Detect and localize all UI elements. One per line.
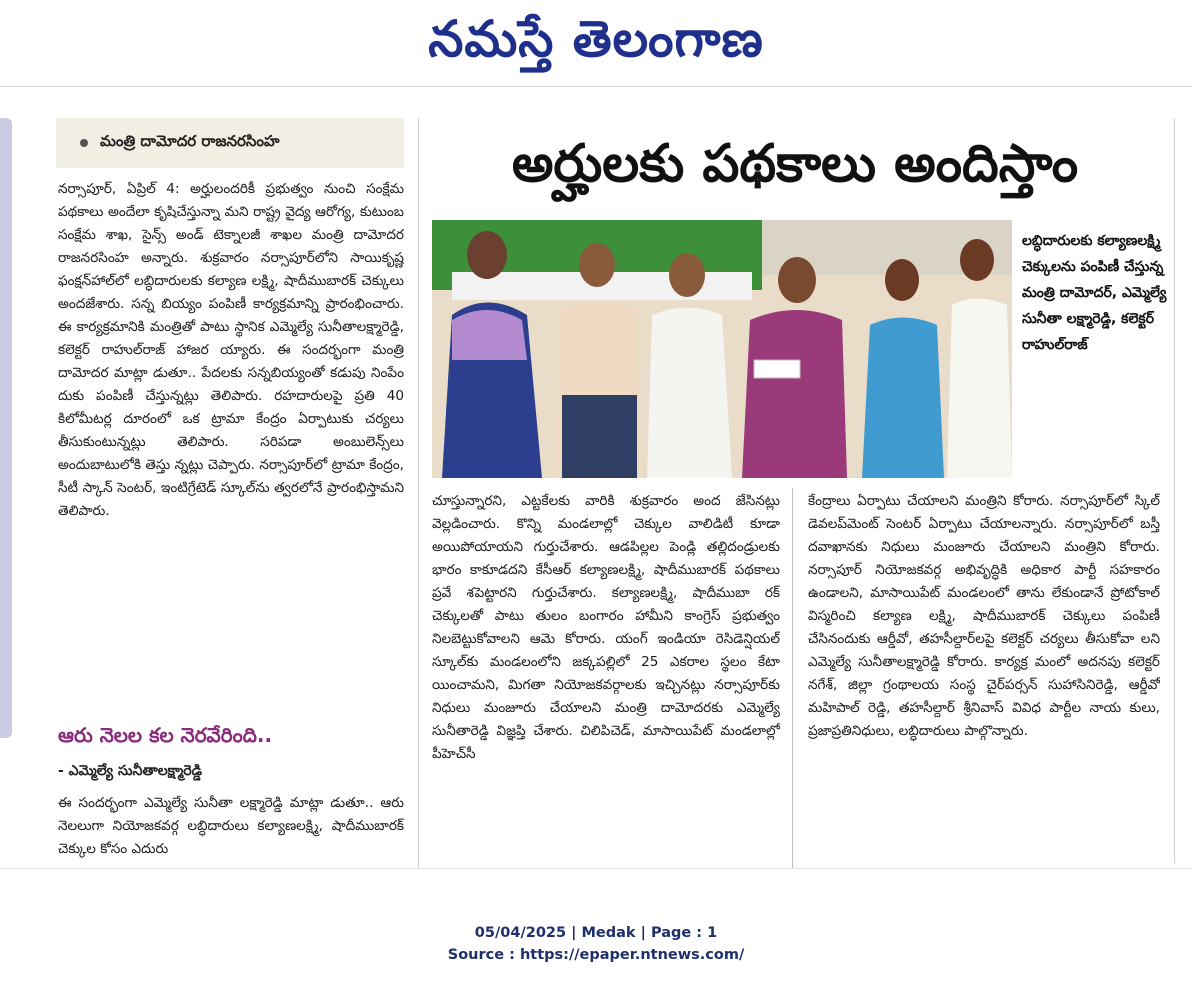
left-edge-strip [0,118,12,738]
right-edge-strip [1174,118,1185,863]
article-left-continuation: ఈ సందర్భంగా ఎమ్మెల్యే సునీతా లక్ష్మారెడ్డి మాట్లా డుతూ.. ఆరు నెలలుగా నియోజకవర్గ లబ్ధిదారులు కల్యాణలక్ష్మి, షాదీముబారక్ చెక్కుల కోసం ఎదురు [58,795,404,857]
masthead-logo: నమస్తే తెలంగాణ [428,10,764,68]
article-middle-column: చూస్తున్నారని, ఎట్టకేలకు వారికి శుక్రవారం అంద జేసినట్లు వెల్లడించారు. కొన్ని మండలాల్లో చెక్కుల వాలిడిటీ కూడా అయిపోయాయని గుర్తుచేశారు. ఆడపిల్లల పెండ్లి తల్లిదండ్రులకు భారం కాకూడదని కేసీఆర్ కల్యాణలక్ష్మి, షాదీముబారక్ పథకాలు ప్రవే శపెట్టారని గుర్తుచేశారు. కల్యాణలక్ష్మి, షాదీముబా రక్ చెక్కులతో పాటు తులం బంగారం హామీని కాంగ్రెస్ ప్రభుత్వం నిలబెట్టుకోవాలని ఆమె కోరారు. యంగ్ ఇండియా రెసిడెన్షియల్ స్కూల్‌కు మండలంలోని జక్కపల్లిలో 25 ఎకరాల స్థలం కేటా యించామని, మిగతా నియోజకవర్గాలకు ఇచ్చినట్లు నర్సాపూర్‌కు నిధులు మంజూరు చేయాలని మంత్రి దామోదరకు ఎమ్మెల్యే సునీతారెడ్డి విజ్ఞప్తి చేశారు. చిలిపిచెడ్, మాసాయిపేట్ మండలాల్లో పీహెచ్‌సీ [432,493,780,762]
footer-date-edition: 05/04/2025 | Medak | Page : 1 [474,925,718,941]
article-headline: అర్హులకు పథకాలు అందిస్తాం [511,134,1079,194]
article-right-column: కేంద్రాలు ఏర్పాటు చేయాలని మంత్రిని కోరారు. నర్సాపూర్‌లో స్కిల్ డెవలప్‌మెంట్ సెంటర్ ఏర్పాటు చేయాలన్నారు. నర్సాపూర్‌లో బస్తీ దవాఖానకు నిధులు మంజూరు చేయాలని మంత్రిని కోరారు. నర్సాపూర్ నియోజకవర్గ అభివృద్ధికి అధికార పార్టీ సహకారం ఉండాలని, మాసాయిపేట్ మండలంలో తాను లేకుండానే ప్రోటోకాల్ విస్మరించి కల్యాణ లక్ష్మి, షాదీముబారక్ చెక్కులు పంపిణీ చేసినందుకు ఆర్డీవో, తహసీల్దార్‌లపై కలెక్టర్ చర్యలు తీసుకోవా లని ఎమ్మెల్యే సునీతాలక్ష్మారెడ్డి కోరారు. కార్యక్ర మంలో అదనపు కలెక్టర్ నగేశ్, జిల్లా గ్రంథాలయ సంస్థ చైర్‌పర్సన్ సుహాసినిరెడ్డి, ఆర్డీవో మహిపాల్ రెడ్డి, తహసీల్దార్ శ్రీనివాస్ వివిధ పార్టీల నాయ కులు, ప్రజాప్రతినిధులు, లబ్ధిదారులు పాల్గొన్నారు. [808,493,1160,739]
article-byline: - ఎమ్మెల్యే సునీతాలక్ష్మారెడ్డి [58,763,203,779]
page-footer [0,922,1192,966]
photo-caption: లబ్ధిదారులకు కల్యాణలక్ష్మి చెక్కులను పంపిణీ చేస్తున్న మంత్రి దామోదర్, ఎమ్మెల్యే సునీతా లక్ష్మారెడ్డి, కలెక్టర్ రాహుల్‌రాజ్ [1022,233,1167,353]
event-photo-illustration [432,220,1012,478]
minister-tag [56,118,404,168]
article-subhead: ఆరు నెలల కల నెరవేరింది.. [58,723,273,747]
footer-source: Source : https://epaper.ntnews.com/ [447,947,745,963]
minister-tag-label: మంత్రి దామోదర రాజనరసింహ [100,132,280,150]
column-divider-left [418,118,419,868]
bullet-icon [80,139,88,147]
article-lead-column: నర్సాపూర్, ఏప్రిల్ 4: అర్హులందరికీ ప్రభుత్వం నుంచి సంక్షేమ పథకాలు అందేలా కృషిచేస్తున్నా మని రాష్ట్ర వైద్య ఆరోగ్య, కుటుంబ సంక్షేమ శాఖ, సైన్స్ అండ్ టెక్నాలజీ శాఖల మంత్రి దామోదర రాజనరసింహ అన్నారు. శుక్రవారం నర్సాపూర్‌లోని సాయికృష్ణ ఫంక్షన్‌హాల్‌లో లబ్ధిదారులకు కల్యాణ లక్ష్మి, షాదీముబారక్ చెక్కులు అందజేశారు. సన్న బియ్యం పంపిణీ కార్యక్రమాన్ని ప్రారంభించారు. ఈ కార్యక్రమానికి మంత్రితో పాటు స్థానిక ఎమ్మెల్యే సునీతాలక్ష్మారెడ్డి, కలెక్టర్ రాహుల్‌రాజ్ హాజర య్యారు. ఈ సందర్భంగా మంత్రి దామోదర మాట్లా డుతూ.. పేదలకు సన్నబియ్యంతో కడుపు నింపేం దుకు పంపిణీ చేస్తున్నట్లు తెలిపారు. రహదారులపై ప్రతి 40 కిలోమీటర్ల దూరంలో ఒక ట్రామా కేంద్రం ఏర్పాటుకు చర్యలు తీసుకుంటున్నట్లు తెలిపారు. సరిపడా అంబులెన్స్‌లు అందుబాటులోకి తెస్తు న్నట్లు చెప్పారు. నర్సాపూర్‌లో ట్రామా కేంద్రం, సీటీ స్కాన్ సెంటర్, ఇంటిగ్రేటెడ్ స్కూల్‌ను త్వరలోనే ప్రారంభిస్తామని తెలిపారు. [58,181,404,519]
event-photo [432,220,1012,478]
column-divider-mid [792,488,793,868]
footer-divider [0,868,1192,869]
masthead-divider [0,86,1192,87]
